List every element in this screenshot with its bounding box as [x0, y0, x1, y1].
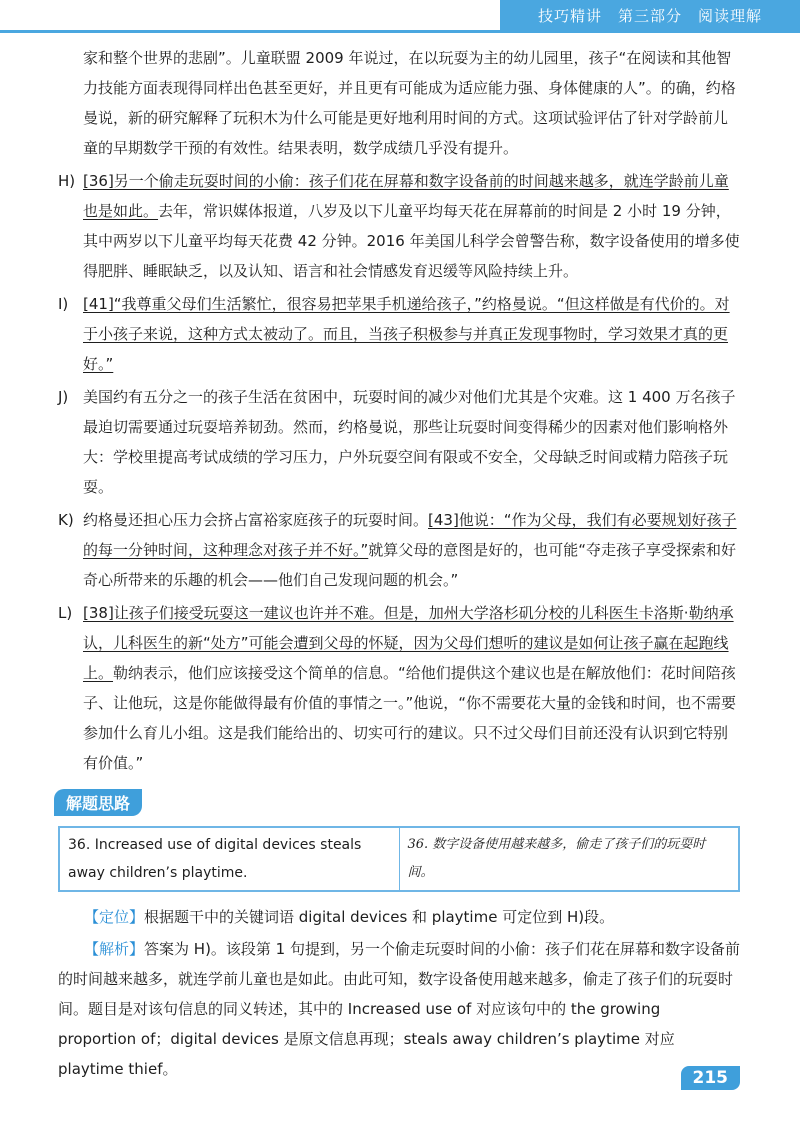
paragraph-l-text: 勒纳表示，他们应该接受这个简单的信息。“给他们提供这个建议也是在解放他们：花时间陪孩子、让他玩，这是你能做得最有价值的事情之一。”他说，“你不需要花大量的金钱和时间，也不需要参加什么育儿小组。这是我们能给出的、切实可行的建议。只不过父母们目前还没有认识到它特别有价值。”	[83, 664, 737, 772]
paragraph-k-text: 就算父母的意图是好的，也可能“夺走孩子享受探索和好奇心所带来的乐趣的机会——他们自己发现问题的机会。”	[83, 541, 737, 589]
analysis-tag: 【解析】	[84, 940, 145, 958]
paragraph-k-lead: 约格曼还担心压力会挤占富裕家庭孩子的玩耍时间。	[83, 511, 429, 529]
page-content	[58, 43, 740, 1086]
paragraph-j-label: J)	[58, 388, 69, 406]
paragraph-l-label: L)	[58, 604, 73, 622]
answer-table	[58, 826, 740, 892]
paragraph-j-text: 美国约有五分之一的孩子生活在贫困中，玩耍时间的减少对他们尤其是个灾难。这 1 400 万名孩子最迫切需要通过玩耍培养韧劲。然而，约格曼说，那些让玩耍时间变得稀少的因素对他们影响格外大：学校里提高考试成绩的学习压力，户外玩耍空间有限或不安全，父母缺乏时间或精力陪孩子玩耍。	[83, 388, 736, 496]
header-divider	[0, 30, 800, 33]
paragraph-intro-text: 家和整个世界的悲剧”。儿童联盟 2009 年说过，在以玩耍为主的幼儿园里，孩子“在阅读和其他智力技能方面表现得同样出色甚至更好，并且更有可能成为适应能力强、身体健康的人”。的确，约格曼说，新的研究解释了玩积木为什么可能是更好地利用时间的方式。这项试验评估了针对学龄前儿童的早期数学干预的有效性。结果表明，数学成绩几乎没有提升。	[83, 49, 736, 157]
paragraph-k	[58, 505, 740, 595]
section-title: 技巧精讲 第三部分 阅读理解	[537, 6, 762, 25]
paragraph-k-highlight: [43]他说：“作为父母，我们有必要规划好孩子的每一分钟时间，这种理念对孩子并不好。”	[83, 511, 737, 559]
page-number: 215	[681, 1066, 741, 1090]
analysis-note	[58, 934, 740, 1084]
section-header	[500, 0, 800, 30]
table-row	[59, 827, 739, 891]
paragraph-i-label: I)	[58, 295, 69, 313]
analysis-text: 答案为 H)。该段第 1 句提到，另一个偷走玩耍时间的小偷：孩子们花在屏幕和数字设备前的时间越来越多，就连学前儿童也是如此。由此可知，数字设备使用越来越多，偷走了孩子们的玩耍时间。题目是对该句信息的同义转述，其中的 Increased use of 对应该句中的 the growing proportion of；digital devices 是原文信息再现；steals away children’s playtime 对应 playtime thief。	[58, 940, 740, 1078]
paragraph-h-text: 去年，常识媒体报道，八岁及以下儿童平均每天花在屏幕前的时间是 2 小时 19 分钟，其中两岁以下儿童平均每天花费 42 分钟。2016 年美国儿科学会曾警告称，数字设备使用的增多使得肥胖、睡眠缺乏，以及认知、语言和社会情感发育迟缓等风险持续上升。	[83, 202, 740, 280]
paragraph-i	[58, 289, 740, 379]
paragraph-i-highlight: [41]“我尊重父母们生活繁忙，很容易把苹果手机递给孩子，”约格曼说。“但这样做是有代价的。对于小孩子来说，这种方式太被动了。而且，当孩子积极参与并真正发现事物时，学习效果才真的更好。”	[83, 295, 730, 373]
paragraph-l	[58, 598, 740, 778]
locate-note	[58, 902, 740, 932]
question-chinese: 36. 数字设备使用越来越多，偷走了孩子们的玩耍时间。	[399, 827, 739, 891]
paragraph-l-highlight: [38]让孩子们接受玩耍这一建议也许并不难。但是，加州大学洛杉矶分校的儿科医生卡洛斯·勒纳承认，儿科医生的新“处方”可能会遭到父母的怀疑，因为父母们想听的建议是如何让孩子赢在起跑线上。	[83, 604, 734, 682]
locate-tag: 【定位】	[84, 908, 145, 926]
question-english: 36. Increased use of digital devices steals away children’s playtime.	[59, 827, 399, 891]
paragraph-j	[58, 382, 740, 502]
paragraph-intro	[58, 43, 740, 163]
paragraph-h	[58, 166, 740, 286]
paragraph-h-highlight: [36]另一个偷走玩耍时间的小偷：孩子们花在屏幕和数字设备前的时间越来越多，就连学龄前儿童也是如此。	[83, 172, 729, 220]
paragraph-k-label: K)	[58, 511, 74, 529]
paragraph-h-label: H)	[58, 172, 76, 190]
solution-heading: 解题思路	[54, 789, 142, 816]
locate-text: 根据题干中的关键词语 digital devices 和 playtime 可定位到 H)段。	[144, 908, 615, 926]
